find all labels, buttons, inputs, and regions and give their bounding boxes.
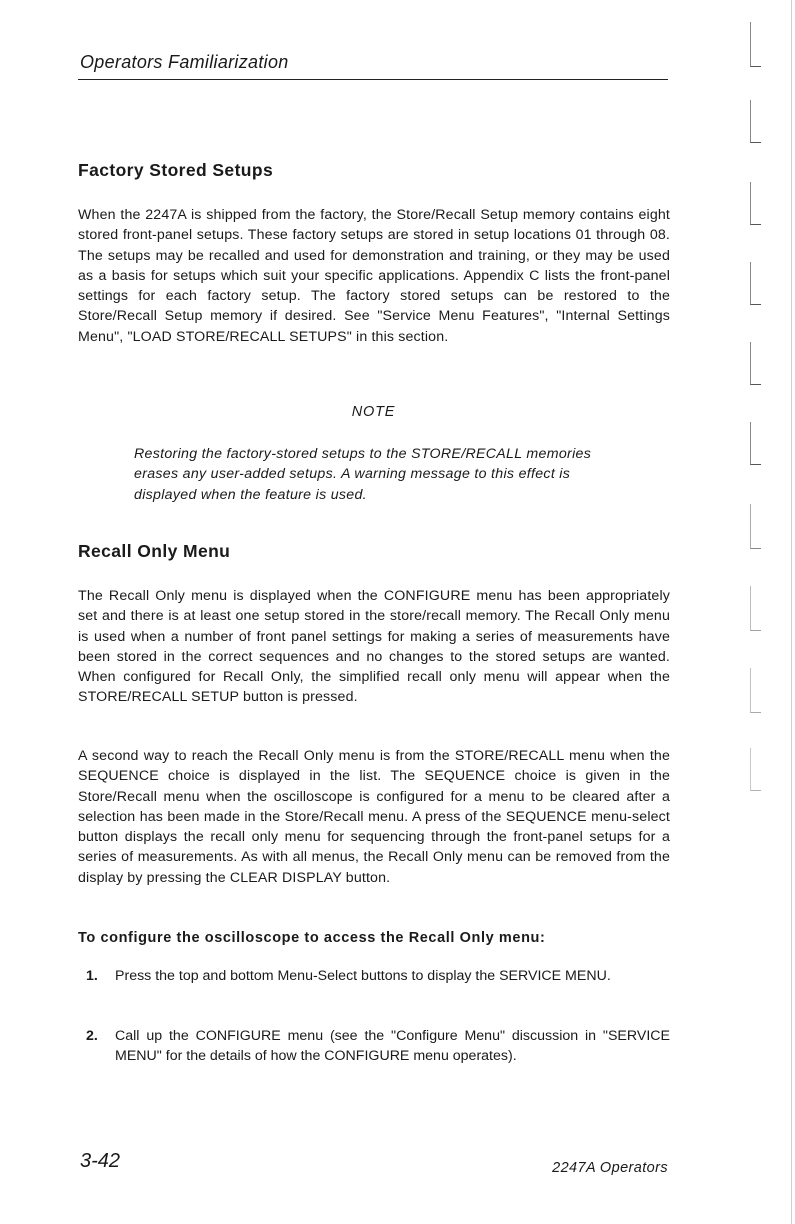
procedure-step xyxy=(86,1026,670,1067)
procedure-step xyxy=(86,966,670,986)
step-text: Press the top and bottom Menu-Select buttons to display the SERVICE MENU. xyxy=(115,968,611,984)
header-rule xyxy=(78,79,668,80)
footer-document-title: 2247A Operators xyxy=(552,1160,668,1176)
step-number: 1. xyxy=(86,968,98,984)
binding-tab-mark xyxy=(750,22,761,67)
binding-tab-mark xyxy=(750,422,761,465)
section-heading-factory-stored-setups: Factory Stored Setups xyxy=(78,160,274,180)
binding-tab-mark xyxy=(750,100,761,143)
binding-tab-mark xyxy=(750,182,761,225)
factory-setups-paragraph: When the 2247A is shipped from the factory, the Store/Recall Setup memory contains eight stored front-panel setups. These factory setups are stored in setup locations 01 through 08. The setups may be recalled and used for demonstration and training, or they may be used as a basis for setups which suit your specific applications. Appendix C lists the front-panel settings for each factory setup. The factory stored setups can be restored to the Store/Recall Setup memory if desired. See "Service Menu Features", "Internal Settings Menu", "LOAD STORE/RECALL SETUPS" in this section. xyxy=(78,207,670,345)
binding-tab-mark xyxy=(750,748,761,791)
binding-tab-mark xyxy=(750,668,761,713)
step-number: 2. xyxy=(86,1028,98,1044)
page-number: 3-42 xyxy=(80,1150,121,1172)
note-text: Restoring the factory-stored setups to the STORE/RECALL memories erases any user-added setups. A warning message to this effect is displayed when the feature is used. xyxy=(134,446,592,503)
binding-tab-mark xyxy=(750,262,761,305)
binding-tab-mark xyxy=(750,586,761,631)
note-label: NOTE xyxy=(351,404,396,420)
procedure-lead-in: To configure the oscilloscope to access the Recall Only menu: xyxy=(78,930,546,946)
running-header-title: Operators Familiarization xyxy=(80,52,289,72)
section-heading-recall-only-menu: Recall Only Menu xyxy=(78,541,231,561)
recall-only-paragraph-2: A second way to reach the Recall Only menu is from the STORE/RECALL menu when the SEQUENCE choice is displayed in the list. The SEQUENCE choice is given in the Store/Recall menu when the oscilloscope is configured for a menu to be cleared after a selection has been made in the Store/Recall menu. A press of the SEQUENCE menu-select button displays the recall only menu for sequencing through the front-panel setups for a series of measurements. As with all menus, the Recall Only menu can be removed from the display by pressing the CLEAR DISPLAY button. xyxy=(78,748,670,886)
binding-tab-mark xyxy=(750,342,761,385)
step-text: Call up the CONFIGURE menu (see the "Configure Menu" discussion in "SERVICE MENU" for the details of how the CONFIGURE menu operates). xyxy=(115,1028,670,1065)
page-edge-line xyxy=(791,0,792,1224)
binding-tab-mark xyxy=(750,504,761,549)
scanned-binding-edge xyxy=(732,0,795,1224)
recall-only-paragraph-1: The Recall Only menu is displayed when the CONFIGURE menu has been appropriately set and there is at least one setup stored in the store/recall memory. The Recall Only menu is used when a number of front panel settings for making a series of measurements have been stored in the correct sequences and no changes to the stored setups are wanted. When configured for Recall Only, the simplified recall only menu will appear when the STORE/RECALL SETUP button is pressed. xyxy=(78,588,670,706)
